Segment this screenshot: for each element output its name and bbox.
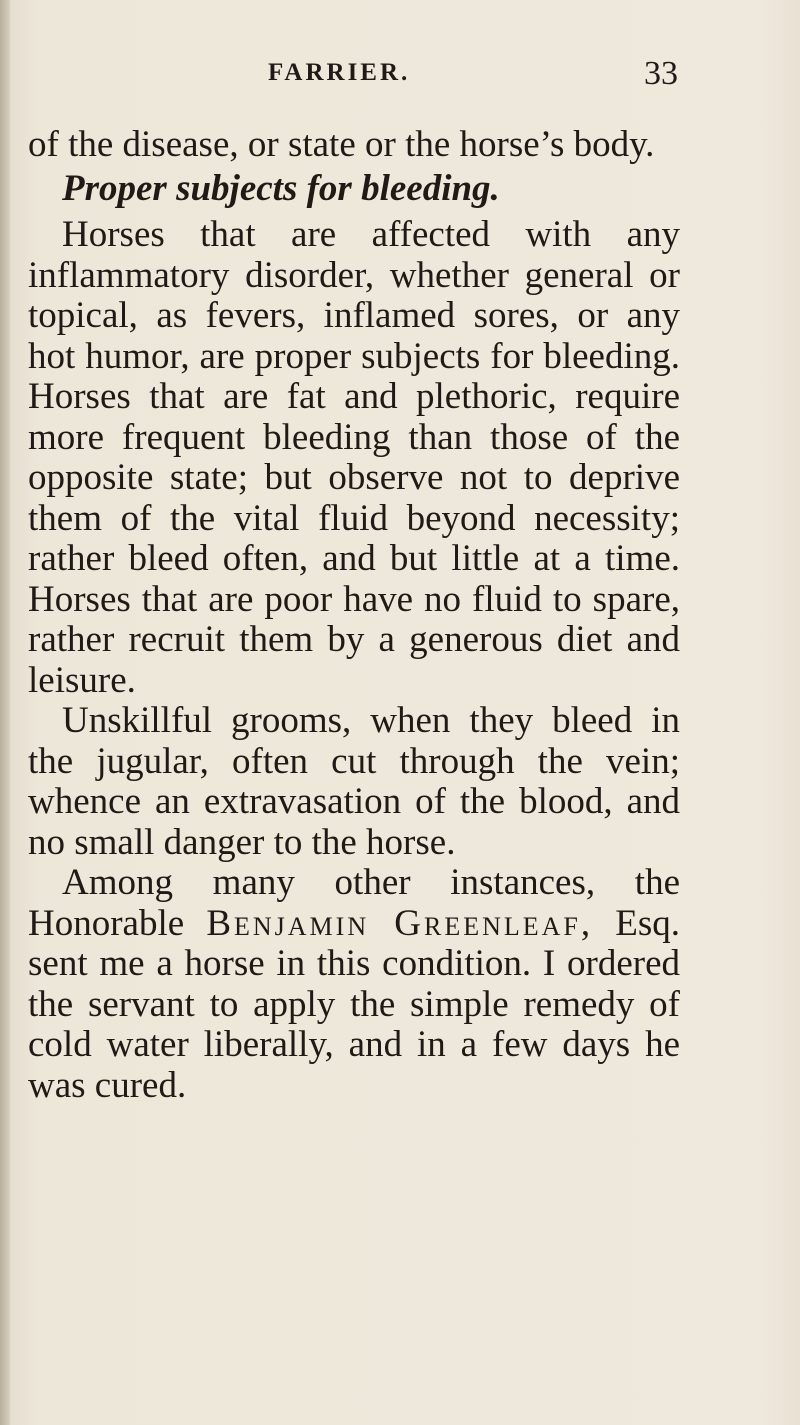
paragraph-unskillful-grooms: Unskillful grooms, when they bleed in the jugular, often cut through the vein; whence an extravasation of the blood, and no small danger to the horse. [28,700,680,863]
page-header [0,55,800,95]
instance-text-end: Esq. sent me a horse in this condition. I ordered the servant to apply the simple remedy of cold water liberally, and in a few days he was cured. [28,902,681,1106]
page-number: 33 [644,55,678,92]
section-subheading: Proper subjects for bleeding. [62,167,500,209]
page-gutter [0,0,10,1425]
paragraph-proper-subjects: Horses that are affected with any inflammatory disorder, whether general or topical, as fevers, inflamed sores, or any hot humor, are proper subjects for bleeding. Horses that are fat and plethoric, require more frequent bleeding than those of the opposite state; but observe not to deprive them of the vital fluid beyond necessity; rather bleed often, and but little at a time. Horses that are poor have no fluid to spare, rather recruit them by a generous diet and leisure. [28,214,680,701]
running-head: FARRIER. [268,59,411,86]
person-name: Benjamin Greenleaf, [206,902,594,944]
paragraph-continued: of the disease, or state or the horse’s body. [28,124,655,165]
body-text [28,125,680,1106]
paragraph-instance [28,863,680,1106]
instance-text-start: Among many other instances, the Honorable [28,862,680,944]
